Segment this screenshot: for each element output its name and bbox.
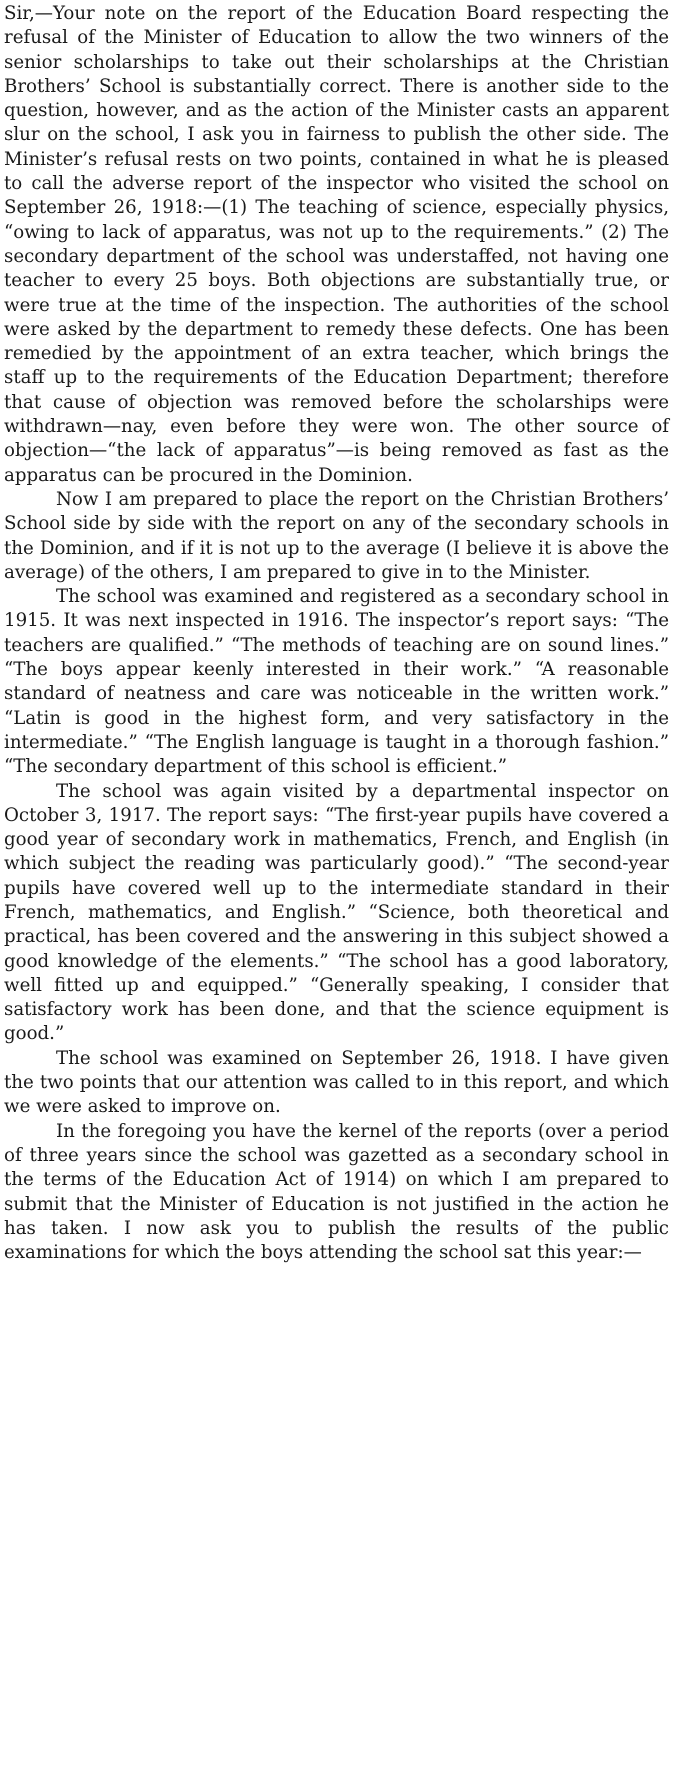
- paragraph-1918-examination: The school was examined on September 26, 1918. I have given the two points that our attention was called to in this report, and which we were asked to improve on.: [4, 1047, 669, 1118]
- paragraph-1917-inspection: The school was again visited by a departmental inspector on October 3, 1917. The report says: “The first-year pupils have covered a good year of secondary work in mathematics, French, and English (in which subject the reading was particularly good).” “The second-year pupils have covered well up to the intermediate standard in their French, mathematics, and English.” “Science, both theoretical and practical, has been covered and the answering in this subject showed a good knowledge of the elements.” “The school has a good laboratory, well fitted up and equipped.” “Generally speaking, I consider that satisfactory work has been done, and that the science equipment is good.”: [4, 780, 669, 1045]
- letter-column: [4, 2, 669, 1265]
- paragraph-conclusion: In the foregoing you have the kernel of the reports (over a period of three years since the school was gazetted as a secondary school in the terms of the Education Act of 1914) on which I am prepared to submit that the Minister of Education is not justified in the action he has taken. I now ask you to publish the results of the public examinations for which the boys attending the school sat this year:—: [4, 1120, 669, 1264]
- paragraph-1916-inspection: The school was examined and registered as a secondary school in 1915. It was next inspected in 1916. The inspector’s report says: “The teachers are qualified.” “The methods of teaching are on sound lines.” “The boys appear keenly interested in their work.” “A reasonable standard of neatness and care was noticeable in the written work.” “Latin is good in the highest form, and very satisfactory in the intermediate.” “The English language is taught in a thorough fashion.” “The secondary department of this school is efficient.”: [4, 586, 669, 778]
- paragraph-opening: Sir,—Your note on the report of the Education Board respecting the refusal of the Minister of Education to allow the two winners of the senior scholarships to take out their scholarships at the Christian Brothers’ School is substantially correct. There is another side to the question, however, and as the action of the Minister casts an apparent slur on the school, I ask you in fairness to publish the other side. The Minister’s refusal rests on two points, contained in what he is pleased to call the adverse report of the inspector who visited the school on September 26, 1918:—(1) The teaching of science, especially physics, “owing to lack of apparatus, was not up to the requirements.” (2) The secondary department of the school was understaffed, not having one teacher to every 25 boys. Both objections are substantially true, or were true at the time of the inspection. The authorities of the school were asked by the department to remedy these defects. One has been remedied by the appointment of an extra teacher, which brings the staff up to the requirements of the Education Department; therefore that cause of objection was removed before the scholarships were withdrawn—nay, even before they were won. The other source of objection—“the lack of apparatus”—is being removed as fast as the apparatus can be procured in the Dominion.: [4, 3, 669, 486]
- paragraph-comparison: Now I am prepared to place the report on the Christian Brothers’ School side by side with the report on any of the secondary schools in the Dominion, and if it is not up to the average (I believe it is above the average) of the others, I am prepared to give in to the Minister.: [4, 488, 669, 583]
